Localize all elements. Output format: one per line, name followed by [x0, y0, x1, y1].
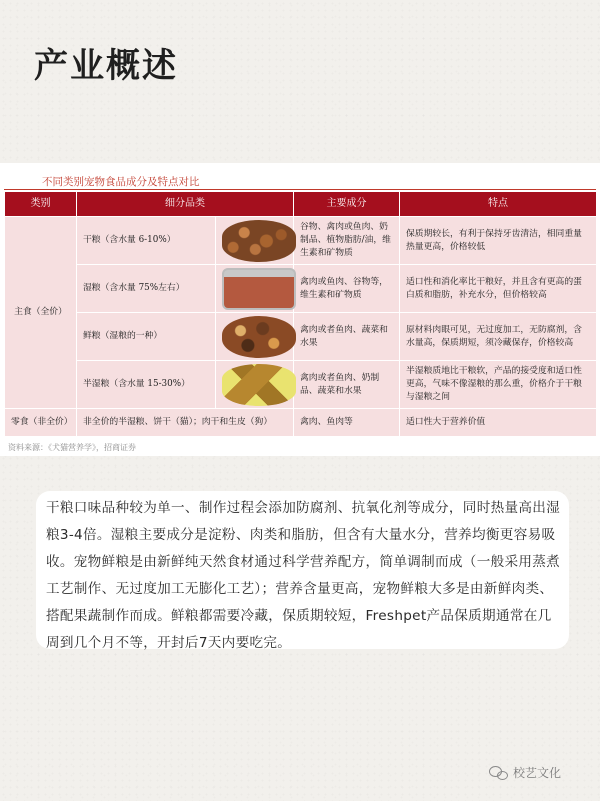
watermark-text: 校艺文化	[513, 766, 562, 780]
watermark	[489, 764, 561, 781]
row-features: 保质期较长，有利于保持牙齿清洁，相同重量热量更高，价格较低	[400, 217, 597, 265]
row-ingredients: 禽肉或鱼肉、谷物等，维生素和矿物质	[294, 265, 400, 313]
row-ingredients: 谷物、禽肉或鱼肉、奶制品、植物脂肪/油，维生素和矿物质	[294, 217, 400, 265]
table-row	[5, 361, 597, 409]
wet-food-image	[222, 268, 296, 310]
row-name: 半湿粮（含水量 15-30%）	[77, 361, 216, 409]
row-name: 湿粮（含水量 75%左右）	[77, 265, 216, 313]
table-caption: 不同类别宠物食品成分及特点对比	[42, 176, 200, 188]
row-name: 鲜粮（湿粮的一种）	[77, 313, 216, 361]
description-text: 干粮口味品种较为单一、制作过程会添加防腐剂、抗氧化剂等成分，同时热量高出湿粮3-4倍。湿粮主要成分是淀粉、肉类和脂肪，但含有大量水分，营养均衡更容易吸收。宠物鲜粮是由新鲜纯天然食材通过科学营养配方，简单调制而成（一般采用蒸煮工艺制作、无过度加工无膨化工艺）；营养含量更高，宠物鲜粮大多是由新鲜肉类、搭配果蔬制作而成。鲜粮都需要冷藏，保质期较短，Freshpet产品保质期通常在几周到几个月不等，开封后7天内要吃完。	[46, 500, 561, 651]
caption-divider	[4, 189, 596, 190]
row-ingredients: 禽肉或者鱼肉、奶制品、蔬菜和水果	[294, 361, 400, 409]
row-name: 非全价的半湿粮、饼干（猫）；肉干和生皮（狗）	[77, 409, 294, 437]
header-category: 类别	[5, 192, 77, 217]
row-ingredients: 禽肉、鱼肉等	[294, 409, 400, 437]
table-row	[5, 265, 597, 313]
semi-moist-food-image	[222, 364, 296, 406]
fresh-food-image	[222, 316, 296, 358]
table-row	[5, 313, 597, 361]
main-category-cell: 主食（全价）	[5, 217, 77, 409]
wechat-icon	[489, 766, 509, 780]
comparison-table-card	[0, 163, 600, 456]
dry-kibble-image	[222, 220, 296, 262]
comparison-table	[4, 191, 597, 437]
header-subcategory: 细分品类	[77, 192, 294, 217]
row-features: 适口性大于营养价值	[400, 409, 597, 437]
row-features: 半湿粮质地比干粮软，产品的接受度和适口性更高，气味不像湿粮的那么重，价格介于干粮与湿粮之间	[400, 361, 597, 409]
row-name: 干粮（含水量 6-10%）	[77, 217, 216, 265]
snack-category-cell: 零食（非全价）	[5, 409, 77, 437]
description-card	[36, 491, 569, 649]
table-row	[5, 409, 597, 437]
page-title: 产业概述	[34, 46, 178, 86]
header-features: 特点	[400, 192, 597, 217]
header-ingredients: 主要成分	[294, 192, 400, 217]
table-header-row	[5, 192, 597, 217]
row-features: 适口性和消化率比干粮好，并且含有更高的蛋白质和脂肪，补充水分，但价格较高	[400, 265, 597, 313]
row-ingredients: 禽肉或者鱼肉、蔬菜和水果	[294, 313, 400, 361]
source-note: 资料来源：《犬猫营养学》，招商证券	[8, 443, 136, 452]
table-row	[5, 217, 597, 265]
row-features: 原材料肉眼可见，无过度加工，无防腐剂，含水量高，保质期短，须冷藏保存，价格较高	[400, 313, 597, 361]
